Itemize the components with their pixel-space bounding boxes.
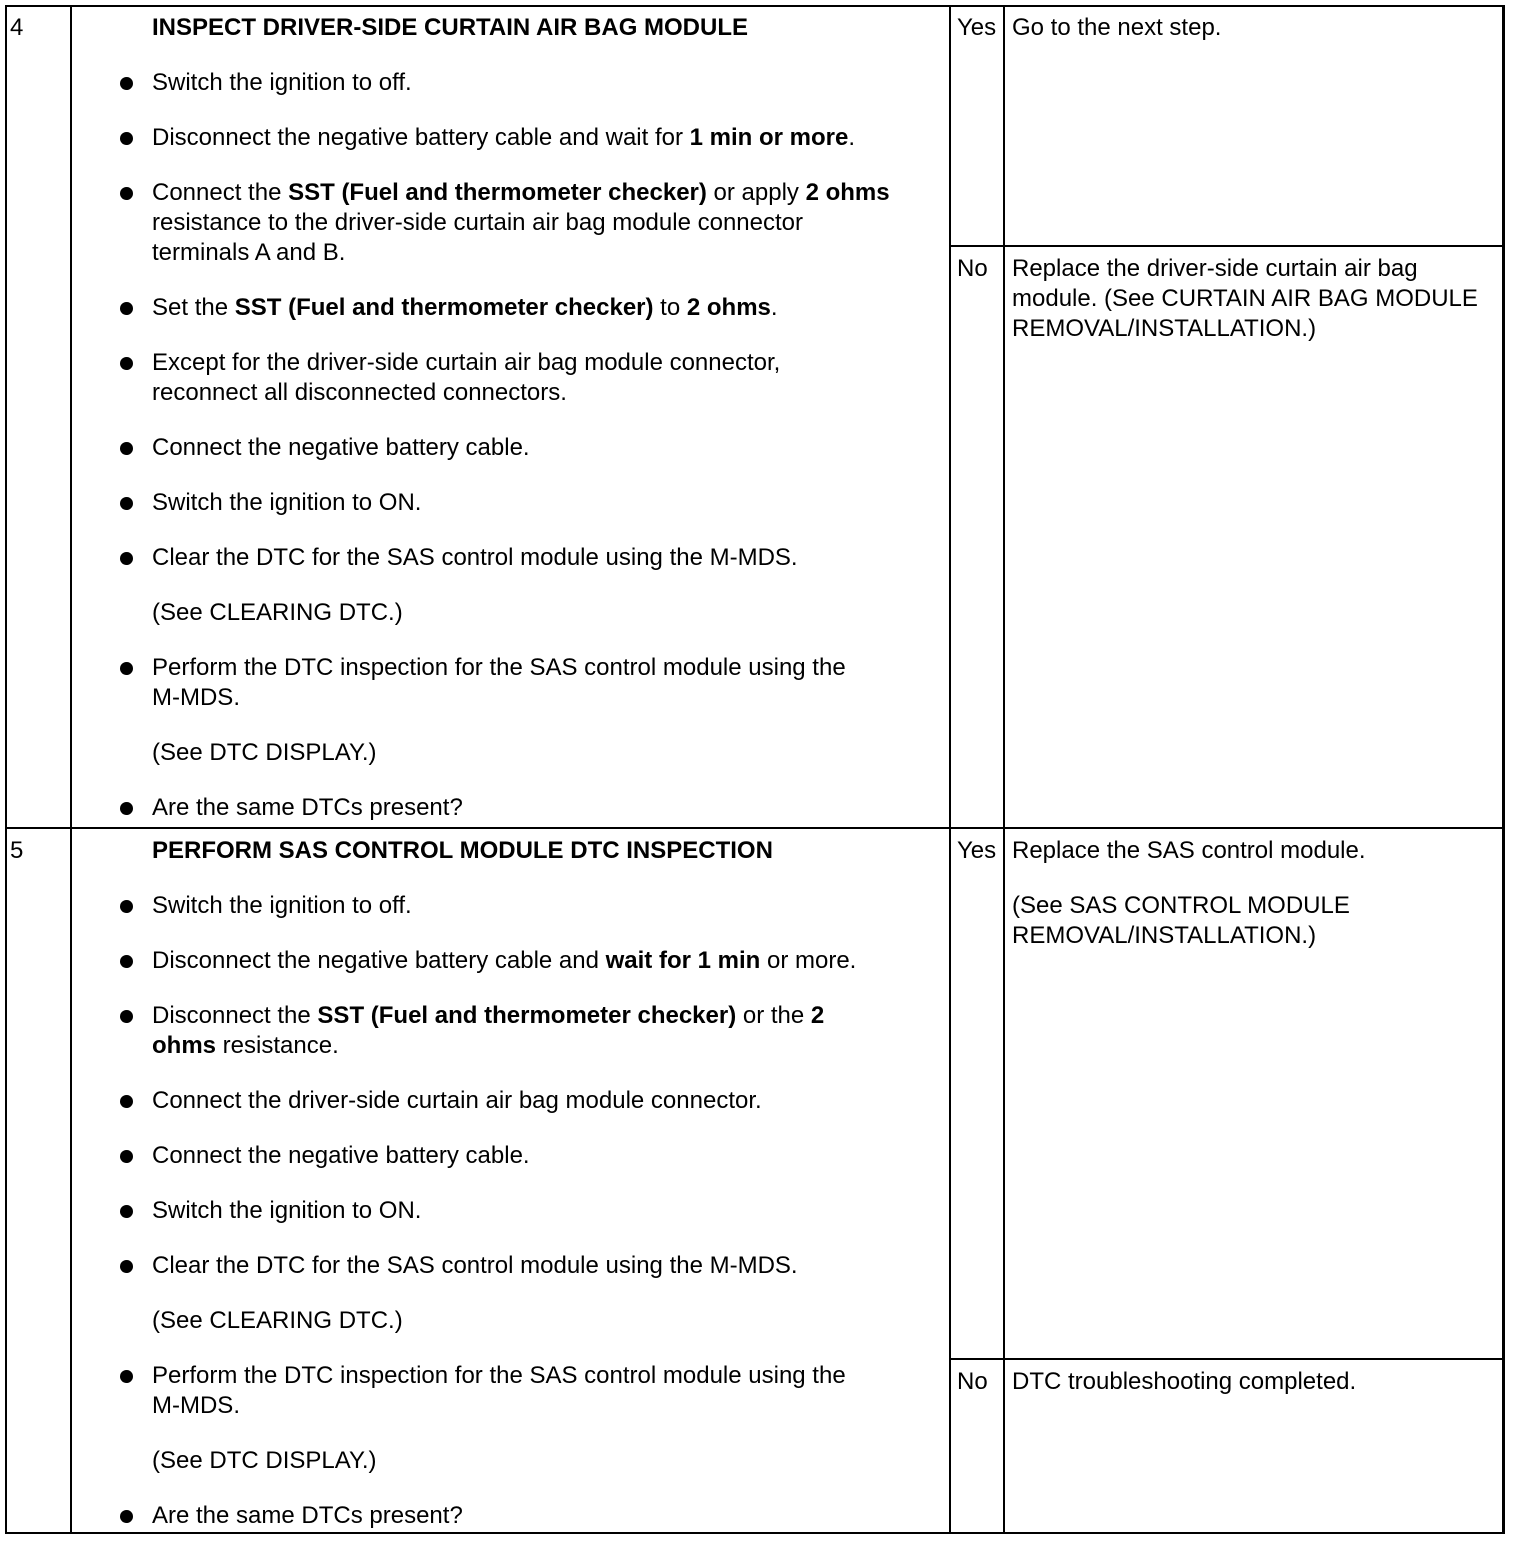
bullet-text-line [152,1251,798,1281]
reference-note [152,738,377,768]
bullet-text-line [152,1141,530,1171]
text-segment: or the [736,1002,811,1029]
bullet-icon [120,442,133,455]
bullet-icon [120,1370,133,1383]
bullet-text-line [152,793,463,823]
text-segment: M-MDS. [152,684,240,711]
text-segment: . [848,124,856,151]
text-segment: M-MDS. [152,1392,240,1419]
yes-action [1012,836,1366,951]
bullet-icon [120,662,133,675]
bullet-icon [120,552,133,565]
text-segment: Clear the DTC for the SAS control module using the M-MDS. [152,544,798,571]
text-segment: Switch the ignition to off. [152,892,412,919]
text-segment: Connect the negative battery cable. [152,434,530,461]
text-segment: Connect the negative battery cable. [152,1142,530,1169]
text-segment: Perform the DTC inspection for the SAS control module using the [152,654,846,681]
action-spacer [1012,866,1366,891]
text-segment: reconnect all disconnected connectors. [152,379,567,406]
bullet-text-line [152,378,567,408]
bullet-text-line [152,348,780,378]
text-segment: . [770,294,778,321]
yes-label: Yes [957,837,997,864]
reference-note [152,1446,377,1476]
bullet-icon [120,187,133,200]
bullet-text-line [152,1361,846,1391]
reference-note [152,598,403,628]
bold-segment: ohms [152,1032,217,1059]
bullet-icon [120,900,133,913]
text-segment: Switch the ignition to ON. [152,1197,422,1224]
no-label: No [957,1368,988,1395]
bullet-icon [120,802,133,815]
bullet-text-line [152,293,778,323]
yes-label: Yes [957,14,997,41]
step-title: PERFORM SAS CONTROL MODULE DTC INSPECTION [152,837,773,864]
bullet-text-line [152,891,412,921]
text-segment: Switch the ignition to ON. [152,489,422,516]
no-action [1012,1367,1356,1397]
text-segment: or more. [760,947,857,974]
bullet-text-line [152,683,240,713]
row-divider [5,827,1505,829]
bullet-icon [120,77,133,90]
no-label: No [957,255,988,282]
text-segment: Connect the [152,179,289,206]
bullet-text-line [152,543,798,573]
text-segment: Are the same DTCs present? [152,1502,463,1529]
step-number: 4 [10,14,24,41]
text-segment: or apply [706,179,806,206]
bold-segment: SST (Fuel and thermometer checker) [317,1002,737,1029]
text-segment: Except for the driver-side curtain air bag module connector, [152,349,781,376]
action-line: Go to the next step. [1012,14,1222,41]
answer-divider-row4 [949,245,1505,247]
bullet-text-line [152,178,890,208]
bullet-text-line [152,488,421,518]
bullet-icon [120,1150,133,1163]
yes-action [1012,13,1221,43]
reference-note [152,1306,403,1336]
text-segment: (See DTC DISPLAY.) [152,739,377,766]
action-line: DTC troubleshooting completed. [1012,1368,1357,1395]
text-segment: Are the same DTCs present? [152,794,463,821]
bold-segment: 2 ohms [805,179,890,206]
action-line: REMOVAL/INSTALLATION.) [1012,922,1317,949]
step-number: 5 [10,837,24,864]
bullet-icon [120,302,133,315]
bold-segment: wait for 1 min [605,947,761,974]
bold-segment: 1 min or more [689,124,849,151]
bullet-icon [120,357,133,370]
bullet-text-line [152,208,803,238]
bullet-text-line [152,1031,339,1061]
bullet-text-line [152,1501,463,1531]
column-divider-action [1003,5,1005,1534]
text-segment: Set the [152,294,235,321]
action-line: REMOVAL/INSTALLATION.) [1012,315,1317,342]
bullet-text-line [152,433,530,463]
bullet-icon [120,497,133,510]
bullet-text-line [152,68,412,98]
bold-segment: SST (Fuel and thermometer checker) [234,294,654,321]
text-segment: Perform the DTC inspection for the SAS control module using the [152,1362,846,1389]
text-segment: (See CLEARING DTC.) [152,1307,403,1334]
bullet-icon [120,1205,133,1218]
text-segment: Disconnect the negative battery cable and wait for [152,124,690,151]
bullet-text-line [152,1196,421,1226]
bullet-icon [120,955,133,968]
bold-segment: 2 ohms [686,294,771,321]
column-divider-step [70,5,72,1534]
text-segment: to [653,294,687,321]
bold-segment: 2 [810,1002,825,1029]
text-segment: resistance. [216,1032,339,1059]
column-divider-answer [949,5,951,1534]
bullet-text-line [152,1001,824,1031]
text-segment: Connect the driver-side curtain air bag module connector. [152,1087,762,1114]
bullet-text-line [152,123,855,153]
bold-segment: SST (Fuel and thermometer checker) [288,179,707,206]
text-segment: Disconnect the [152,1002,318,1029]
text-segment: Switch the ignition to off. [152,69,412,96]
bullet-text-line [152,653,846,683]
action-line: module. (See CURTAIN AIR BAG MODULE [1012,285,1478,312]
bullet-icon [120,1010,133,1023]
action-line: Replace the driver-side curtain air bag [1012,255,1418,282]
text-segment: resistance to the driver-side curtain air bag module connector [152,209,803,236]
bullet-icon [120,1260,133,1273]
no-action [1012,254,1478,344]
bullet-icon [120,1510,133,1523]
step-title: INSPECT DRIVER-SIDE CURTAIN AIR BAG MODULE [152,14,749,41]
bullet-icon [120,132,133,145]
bullet-text-line [152,1391,240,1421]
text-segment: terminals A and B. [152,239,346,266]
answer-divider-row5 [949,1358,1505,1360]
text-segment: Clear the DTC for the SAS control module using the M-MDS. [152,1252,798,1279]
action-line: Replace the SAS control module. [1012,837,1366,864]
bullet-text-line [152,946,856,976]
text-segment: Disconnect the negative battery cable and [152,947,606,974]
bullet-text-line [152,1086,762,1116]
bullet-text-line [152,238,345,268]
action-line: (See SAS CONTROL MODULE [1012,892,1350,919]
bullet-icon [120,1095,133,1108]
text-segment: (See DTC DISPLAY.) [152,1447,377,1474]
text-segment: (See CLEARING DTC.) [152,599,403,626]
